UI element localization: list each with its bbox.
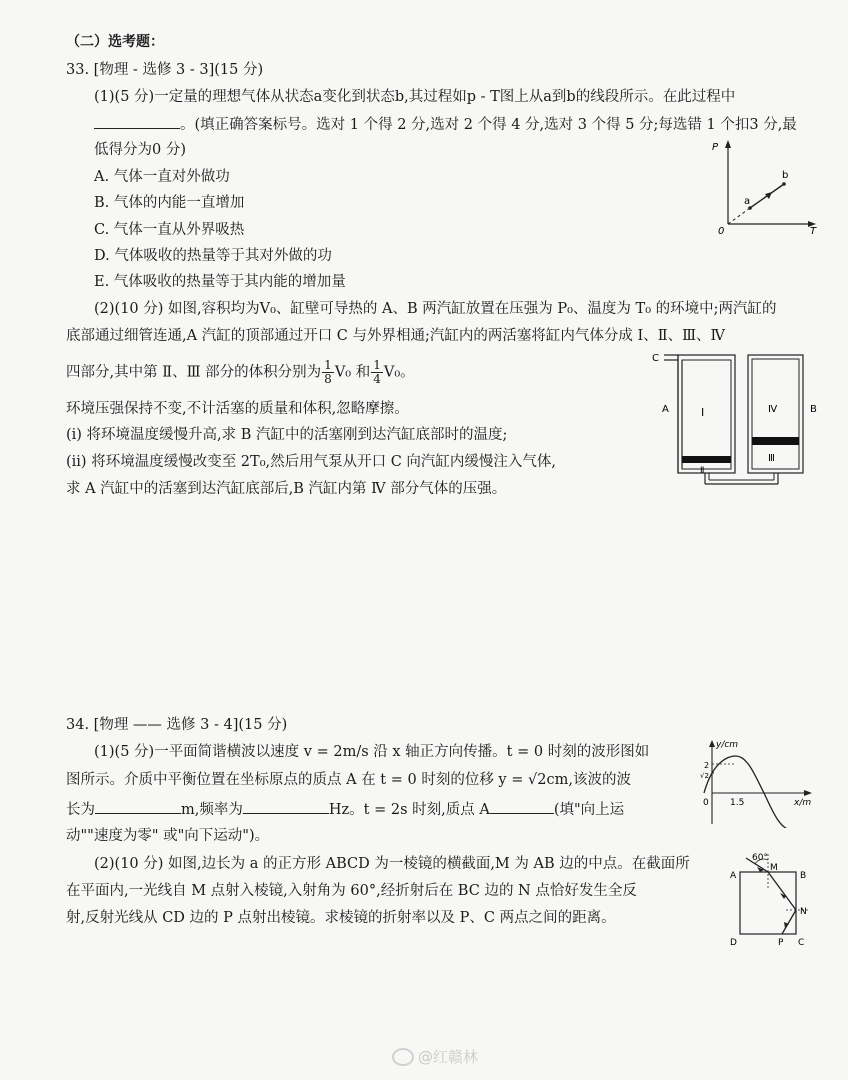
pt-x-label: T	[810, 226, 817, 234]
q33-part2-line7: 求 A 汽缸中的活塞到达汽缸底部后,B 汽缸内第 Ⅳ 部分气体的压强。	[66, 481, 507, 497]
q34-part1-line1: (1)(5 分)一平面简谐横波以速度 v = 2m/s 沿 x 轴正方向传播。t = 0 时刻的波形图如	[94, 744, 650, 760]
q33-part1-line2: 。(填正确答案标号。选对 1 个得 2 分,选对 2 个得 4 分,选对 3 个得 5 分;每选错 1 个扣3 分,最	[94, 114, 797, 135]
fraction-one-quarter: $\frac{1}{4}$	[373, 358, 381, 386]
prism-label-m: M	[770, 863, 778, 873]
prism-angle: 60°	[752, 853, 768, 863]
prism-label-b: B	[800, 871, 807, 881]
q34-part1-line4: 动""速度为零" 或"向下运动")。	[66, 828, 270, 844]
motion-blank	[490, 799, 554, 814]
q33-part1-line1: (1)(5 分)一定量的理想气体从状态a变化到状态b,其过程如p - T图上从a到b的线段所示。在此过程中	[94, 89, 736, 105]
cyl-part-2: Ⅱ	[700, 466, 705, 476]
prism-label-n: N	[800, 907, 807, 917]
watermark	[392, 1046, 478, 1067]
q33-part1-line3: 低得分为0 分)	[94, 142, 186, 158]
q34-part1-line2: 图所示。介质中平衡位置在坐标原点的质点 A 在 t = 0 时刻的位移 y = √2cm,该波的波	[66, 772, 631, 788]
q33-part2-line5: (i) 将环境温度缓慢升高,求 B 汽缸中的活塞刚到达汽缸底部时的温度;	[66, 427, 508, 443]
q33-title: 33. [物理 - 选修 3 - 3](15 分)	[66, 62, 264, 78]
wave-origin: 0	[703, 798, 709, 808]
q33-part2-line4: 环境压强保持不变,不计活塞的质量和体积,忽略摩擦。	[66, 401, 409, 417]
prism-figure	[726, 850, 816, 948]
q33-option-a: A. 气体一直对外做功	[94, 169, 230, 185]
pt-point-b: b	[782, 170, 789, 181]
q34-part2-line2: 在平面内,一光线自 M 点射入棱镜,入射角为 60°,经折射后在 BC 边的 N 点恰好发生全反	[66, 883, 637, 899]
q33-part2-line6: (ii) 将环境温度缓慢改变至 2T₀,然后用气泵从开口 C 向汽缸内缓慢注入气体,	[66, 454, 557, 470]
q34-title: 34. [物理 —— 选修 3 - 4](15 分)	[66, 717, 288, 733]
q34-part2-line3: 射,反射光线从 CD 边的 P 点射出棱镜。求棱镜的折射率以及 P、C 两点之间的距离。	[66, 910, 616, 926]
q34-part2-line1: (2)(10 分) 如图,边长为 a 的正方形 ABCD 为一棱镜的横截面,M 为 AB 边的中点。在截面所	[94, 856, 690, 872]
cyl-part-3: Ⅲ	[768, 453, 775, 464]
q33-option-c: C. 气体一直从外界吸热	[94, 222, 245, 238]
answer-blank	[94, 114, 180, 129]
cylinder-figure	[650, 348, 830, 493]
pt-graph-figure	[706, 138, 821, 234]
frequency-blank	[243, 799, 329, 814]
wave-graph-figure	[700, 738, 818, 828]
cyl-label-c: C	[652, 353, 659, 364]
wave-y-label: y/cm	[716, 740, 739, 750]
q33-part2-line1: (2)(10 分) 如图,容积均为V₀、缸壁可导热的 A、B 两汽缸放置在压强为 P₀、温度为 T₀ 的环境中;两汽缸的	[94, 301, 777, 317]
cyl-label-a: A	[662, 404, 669, 415]
wave-x-tick: 1.5	[730, 798, 745, 808]
prism-label-c: C	[798, 938, 805, 948]
section-heading: （二）选考题：	[66, 34, 164, 50]
cyl-part-1: Ⅰ	[701, 406, 705, 419]
fraction-one-eighth: $\frac{1}{8}$	[324, 358, 332, 386]
cyl-part-4: Ⅳ	[768, 404, 778, 415]
q33-option-e: E. 气体吸收的热量等于其内能的增加量	[94, 274, 346, 290]
q33-option-d: D. 气体吸收的热量等于其对外做的功	[94, 248, 332, 264]
q33-part2-line2: 底部通过细管连通,A 汽缸的顶部通过开口 C 与外界相通;汽缸内的两活塞将缸内气体分成 Ⅰ、Ⅱ、Ⅲ、Ⅳ	[66, 328, 726, 344]
pt-point-a: a	[744, 196, 751, 207]
pt-y-label: P	[712, 142, 719, 153]
q34-part1-line3: 长为 m,频率为 Hz。t = 2s 时刻,质点 A (填"向上运	[66, 799, 624, 820]
wavelength-blank	[95, 799, 181, 814]
wave-x-label: x/m	[794, 798, 812, 808]
wave-y-tick-root: √2	[700, 772, 709, 780]
prism-label-a: A	[730, 871, 737, 881]
q33-part2-line3: 四部分,其中第 Ⅱ、Ⅲ 部分的体积分别为 $\frac{1}{8}$ V₀ 和 $\frac{1}{4}$ V₀。	[66, 358, 415, 386]
prism-label-p: P	[778, 938, 784, 948]
cyl-label-b: B	[810, 404, 817, 415]
wave-y-tick-top: 2	[704, 761, 710, 770]
prism-label-d: D	[730, 938, 737, 948]
pt-origin: 0	[718, 226, 725, 234]
q33-option-b: B. 气体的内能一直增加	[94, 195, 245, 211]
watermark-text: @红赣林	[418, 1048, 479, 1066]
weibo-logo-icon	[392, 1048, 414, 1066]
